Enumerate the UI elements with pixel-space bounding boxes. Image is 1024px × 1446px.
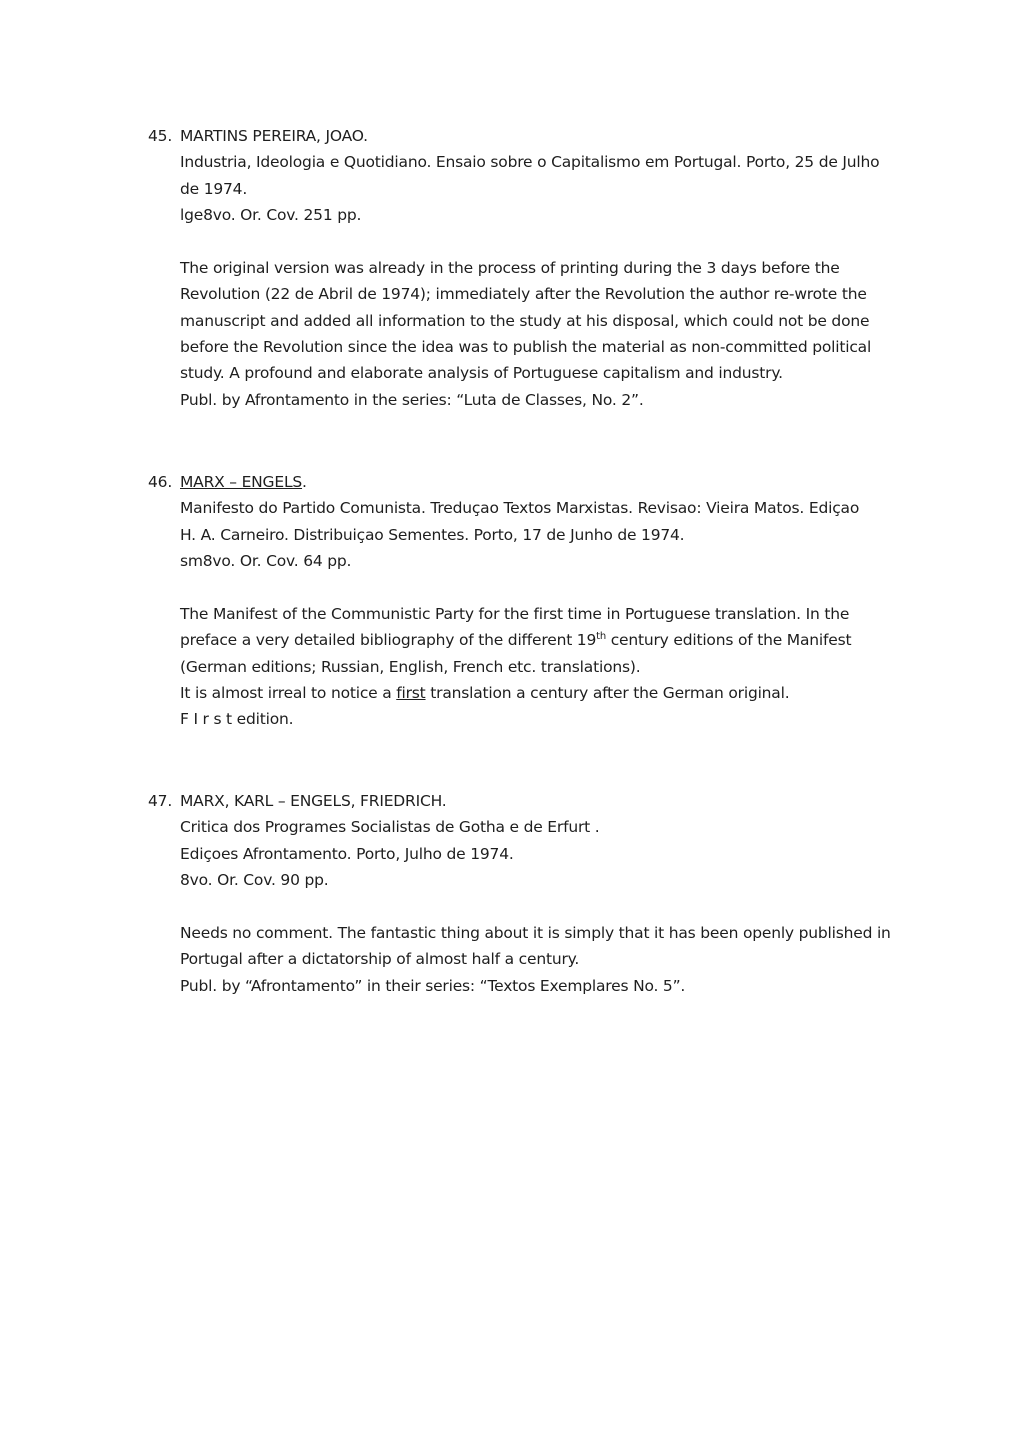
entry-description-line: before the Revolution since the idea was to publish the material as non-committed political: [180, 338, 872, 357]
entry-number: 45.: [148, 127, 173, 145]
catalog-entry-45: [148, 123, 908, 413]
entry-description-line: The original version was already in the process of printing during the 3 days before the: [180, 259, 840, 278]
entry-number: 47.: [148, 792, 173, 810]
entry-publisher-note: Publ. by Afrontamento in the series: “Luta de Classes, No. 2”.: [180, 390, 644, 409]
entry-format: sm8vo. Or. Cov. 64 pp.: [180, 551, 352, 570]
superscript-th: th: [596, 631, 606, 643]
entry-heading: [148, 123, 908, 149]
entry-body: [180, 495, 908, 732]
entry-heading: [148, 469, 908, 495]
entry-body: [180, 149, 908, 413]
entry-publisher-note: Publ. by “Afrontamento” in their series: “Textos Exemplares No. 5”.: [180, 976, 686, 995]
entry-title-line: H. A. Carneiro. Distribuiçao Sementes. Porto, 17 de Junho de 1974.: [180, 525, 685, 544]
entry-author-suffix: .: [302, 473, 307, 491]
entry-title-line: Manifesto do Partido Comunista. Treduçao Textos Marxistas. Revisao: Vieira Matos. Ediçao: [180, 499, 860, 518]
entry-author-underlined: MARX – ENGELS: [180, 473, 303, 491]
entry-heading: [148, 788, 908, 814]
text-segment: translation a century after the German original.: [425, 684, 790, 703]
catalog-entry-46: [148, 469, 908, 733]
text-segment: century editions of the Manifest: [605, 631, 852, 650]
entry-description-line: Portugal after a dictatorship of almost half a century.: [180, 950, 580, 969]
entry-description-line: The Manifest of the Communistic Party for the first time in Portuguese translation. In the: [180, 605, 850, 624]
entry-description-line: [180, 627, 908, 653]
entry-title-line: Critica dos Programes Socialistas de Gotha e de Erfurt .: [180, 818, 600, 837]
entry-edition-note: F I r s t edition.: [180, 710, 294, 729]
entry-description-line: Revolution (22 de Abril de 1974); immediately after the Revolution the author re-wrote the: [180, 285, 867, 304]
entry-body: [180, 814, 908, 999]
entry-author: MARX, KARL – ENGELS, FRIEDRICH.: [180, 792, 447, 810]
catalog-entry-47: [148, 788, 908, 999]
entry-title-line: Industria, Ideologia e Quotidiano. Ensaio sobre o Capitalismo em Portugal. Porto, 25 de Julho: [180, 153, 880, 172]
entry-number: 46.: [148, 473, 173, 491]
entry-title-line: Ediçoes Afrontamento. Porto, Julho de 1974.: [180, 844, 514, 863]
entry-description-line: Needs no comment. The fantastic thing about it is simply that it has been openly published in: [180, 924, 891, 943]
text-segment: preface a very detailed bibliography of the different 19: [180, 631, 597, 650]
text-segment: It is almost irreal to notice a: [180, 684, 397, 703]
entry-format: lge8vo. Or. Cov. 251 pp.: [180, 205, 362, 224]
entry-description-line: [180, 680, 908, 706]
underlined-word-first: first: [396, 684, 426, 703]
entry-title-line: de 1974.: [180, 179, 248, 198]
entry-description-line: (German editions; Russian, English, French etc. translations).: [180, 657, 641, 676]
entry-description-line: manuscript and added all information to the study at his disposal, which could not be done: [180, 311, 870, 330]
entry-format: 8vo. Or. Cov. 90 pp.: [180, 870, 329, 889]
entry-description-line: study. A profound and elaborate analysis of Portuguese capitalism and industry.: [180, 364, 783, 383]
entry-author: [180, 469, 307, 495]
entry-author: MARTINS PEREIRA, JOAO.: [180, 127, 368, 145]
